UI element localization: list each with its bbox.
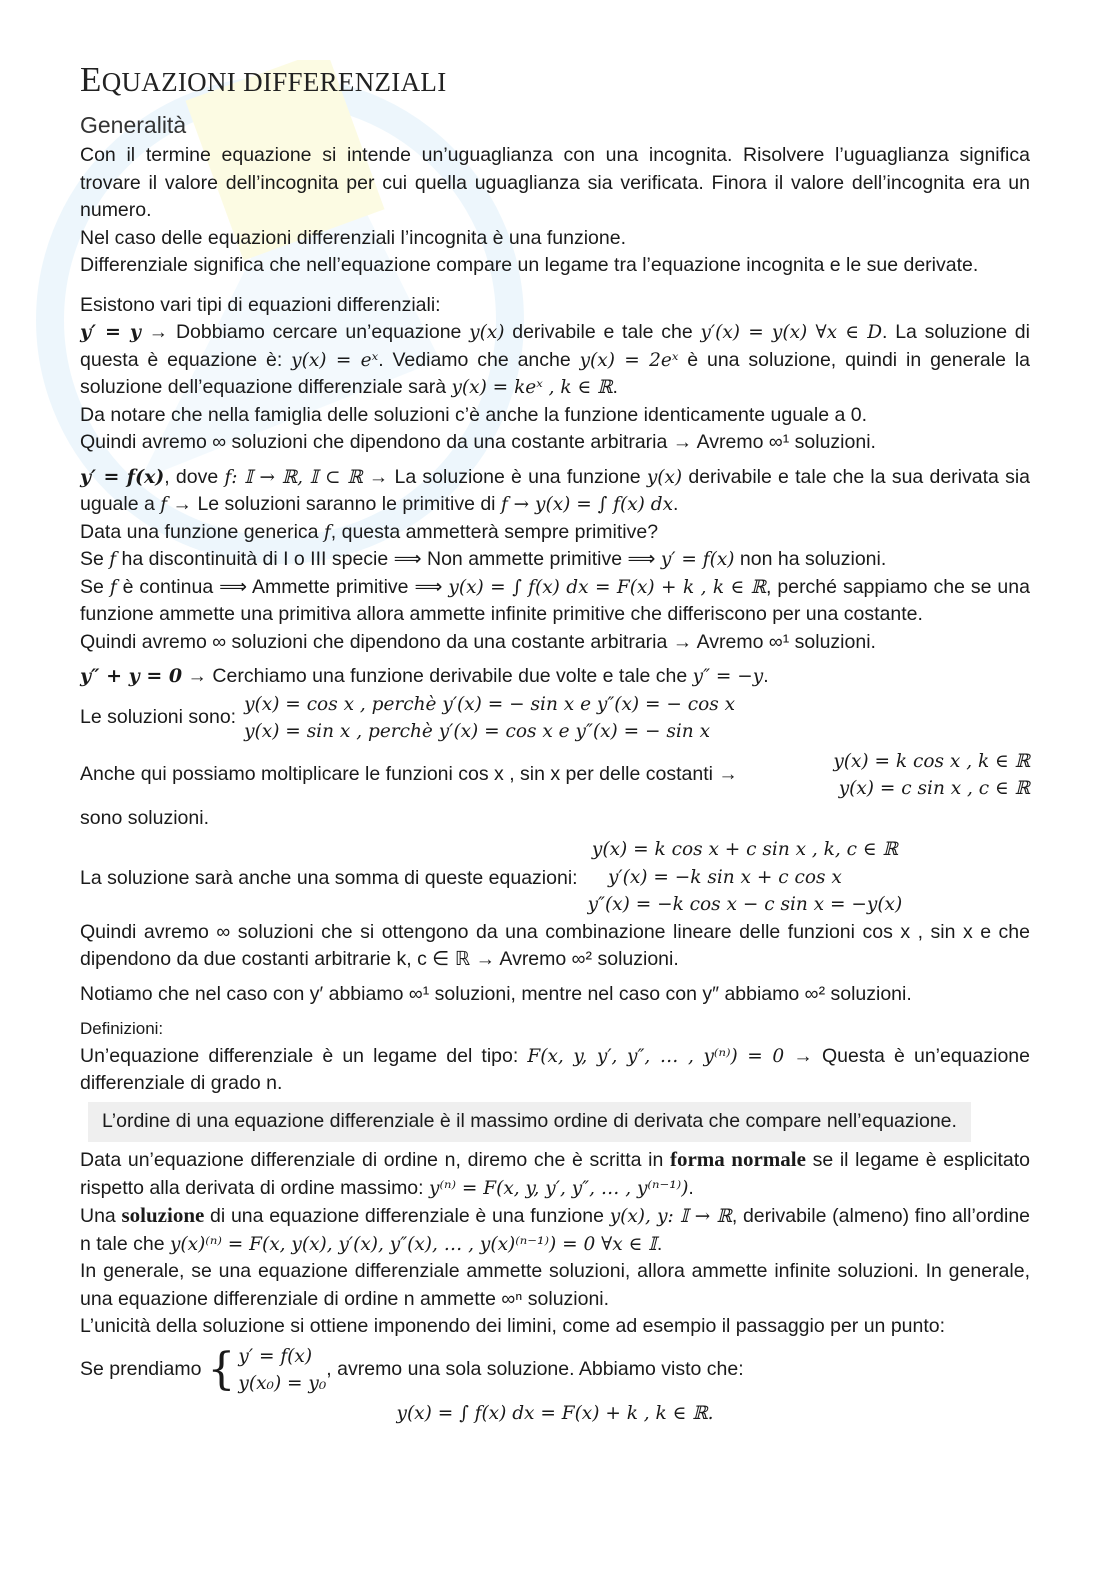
case1-summary: Quindi avremo ∞ soluzioni che dipendono da una costante arbitraria → Avremo ∞¹ soluzioni. [80,431,876,453]
uniqueness-paragraph: L’unicità della soluzione si ottiene imponendo dei limini, come ad esempio il passaggio per un punto: [80,1315,946,1337]
solution-definition: Una soluzione di una equazione differenziale è una funzione y(x), y: 𝕀 → ℝ, derivabile (almeno) fino all’ordine n tale che y(x)⁽ⁿ⁾ = F(x, y(x), y′(x), y″(x), … , y(x)⁽ⁿ⁻¹⁾) = 0 ∀x ∈ 𝕀. [80,1203,1031,1255]
brace-symbol: { [207,1344,236,1395]
intro-line: Nel caso delle equazioni differenziali l’incognita è una funzione. [80,226,626,249]
case3-summary: Quindi avremo ∞ soluzioni che si ottengono da una combinazione lineare delle funzioni cos x , sin x e che dipendono da due costanti arbitrarie k, c ∈ ℝ → Avremo ∞² soluzioni. [80,920,1030,970]
case2-question: Data una funzione generica f, questa ammetterà sempre primitive? [80,520,659,543]
case2-continuous: Se f è continua ⟹ Ammette primitive ⟹ y(x) = ∫ f(x) dx = F(x) + k , k ∈ ℝ, perché sappiamo che se una funzione ammette una primitiva allora ammette infinite primitive che differiscono per una costante. [80,575,1030,625]
normal-form-paragraph: Data un’equazione differenziale di ordine n, diremo che è scritta in forma normale se il legame è esplicitato rispetto alla derivata di ordine massimo: y⁽ⁿ⁾ = F(x, y, y′, y″, … , y⁽ⁿ⁻¹⁾). [80,1147,1030,1199]
cauchy-problem: Se prendiamo { y′ = f(x) y(x₀) = y₀ , avremo una sola soluzione. Abbiamo visto che: [80,1344,744,1395]
definitions-label: Definizioni: [80,1019,164,1038]
case1-note: Da notare che nella famiglia delle soluzioni c’è anche la funzione identicamente uguale a 0. [80,403,868,426]
orders-note: Notiamo che nel caso con y′ abbiamo ∞¹ soluzioni, mentre nel caso con y″ abbiamo ∞² soluzioni. [80,982,912,1005]
case1-equation: y′ = y [80,321,141,343]
page-title: EQUAZIONI DIFFERENZIALI [80,60,447,99]
order-definition-box: L’ordine di una equazione differenziale è il massimo ordine di derivata che compare nell’equazione. [88,1102,971,1143]
case3-sum: La soluzione sarà anche una somma di queste equazioni: y(x) = k cos x + c sin x , k, c ∈ ℝ y′(x) = −k sin x + c cos x y″(x) = −k cos x − c sin x = −y(x) [80,839,903,915]
intro-paragraph: Con il termine equazione si intende un’uguaglianza con una incognita. Risolvere l’uguaglianza significa trovare il valore dell’incognita per cui quella uguaglianza sia verificata. Finora il valore dell’incognita era un numero. [80,144,1030,221]
types-intro: Esistono vari tipi di equazioni differenziali: [80,293,441,316]
definition-equation: Un’equazione differenziale è un legame del tipo: F(x, y, y′, y″, … , y⁽ⁿ⁾) = 0 → Questa è un’equazione differenziale di grado n. [80,1044,1030,1094]
case1-paragraph: y′ = y → Dobbiamo cercare un’equazione y(x) derivabile e tale che y′(x) = y(x) ∀x ∈ D. La soluzione di questa è equazione è: y(x) = eˣ. Vediamo che anche y(x) = 2eˣ è una soluzione, quindi in generale la soluzione dell’equazione differenziale sarà y(x) = keˣ , k ∈ ℝ. [80,321,1031,398]
case3-paragraph: y″ + y = 0 → Cerchiamo una funzione derivabile due volte e tale che y″ = −y. [80,665,769,687]
section-heading: Generalità [80,112,187,138]
case2-summary: Quindi avremo ∞ soluzioni che dipendono da una costante arbitraria → Avremo ∞¹ soluzioni. [80,630,876,653]
intro-line: Differenziale significa che nell’equazione compare un legame tra l’equazione incognita e le sue derivate. [80,254,979,276]
case3-equation: y″ + y = 0 [80,665,183,687]
case2-paragraph: y′ = f(x), dove f: 𝕀 → ℝ, 𝕀 ⊂ ℝ → La soluzione è una funzione y(x) derivabile e tale che la sua derivata sia uguale a f → Le soluzioni saranno le primitive di f → y(x) = ∫ f(x) dx. [80,465,1031,515]
case3-multiples: Anche qui possiamo moltiplicare le funzioni cos x , sin x per delle costanti → y(x) = k cos x , k ∈ ℝ y(x) = c sin x , c ∈ ℝ [80,750,1030,799]
case3-solutions: Le soluzioni sono: y(x) = cos x , perchè y′(x) = − sin x e y″(x) = − cos x y(x) = sin x , perchè y′(x) = cos x e y″(x) = − sin x [80,693,736,742]
document-page [80,56,1030,1427]
case3-multiples-tail: sono soluzioni. [80,806,209,829]
general-paragraph: In generale, se una equazione differenziale ammette soluzioni, allora ammette infinite soluzioni. In generale, una equazione differenziale di ordine n ammette ∞ⁿ soluzioni. [80,1260,1030,1310]
final-formula: y(x) = ∫ f(x) dx = F(x) + k , k ∈ ℝ. [396,1402,714,1424]
case2-discontinuous: Se f ha discontinuità di I o III specie ⟹ Non ammette primitive ⟹ y′ = f(x) non ha soluzioni. [80,548,887,570]
case2-equation: y′ = f(x) [80,465,165,488]
